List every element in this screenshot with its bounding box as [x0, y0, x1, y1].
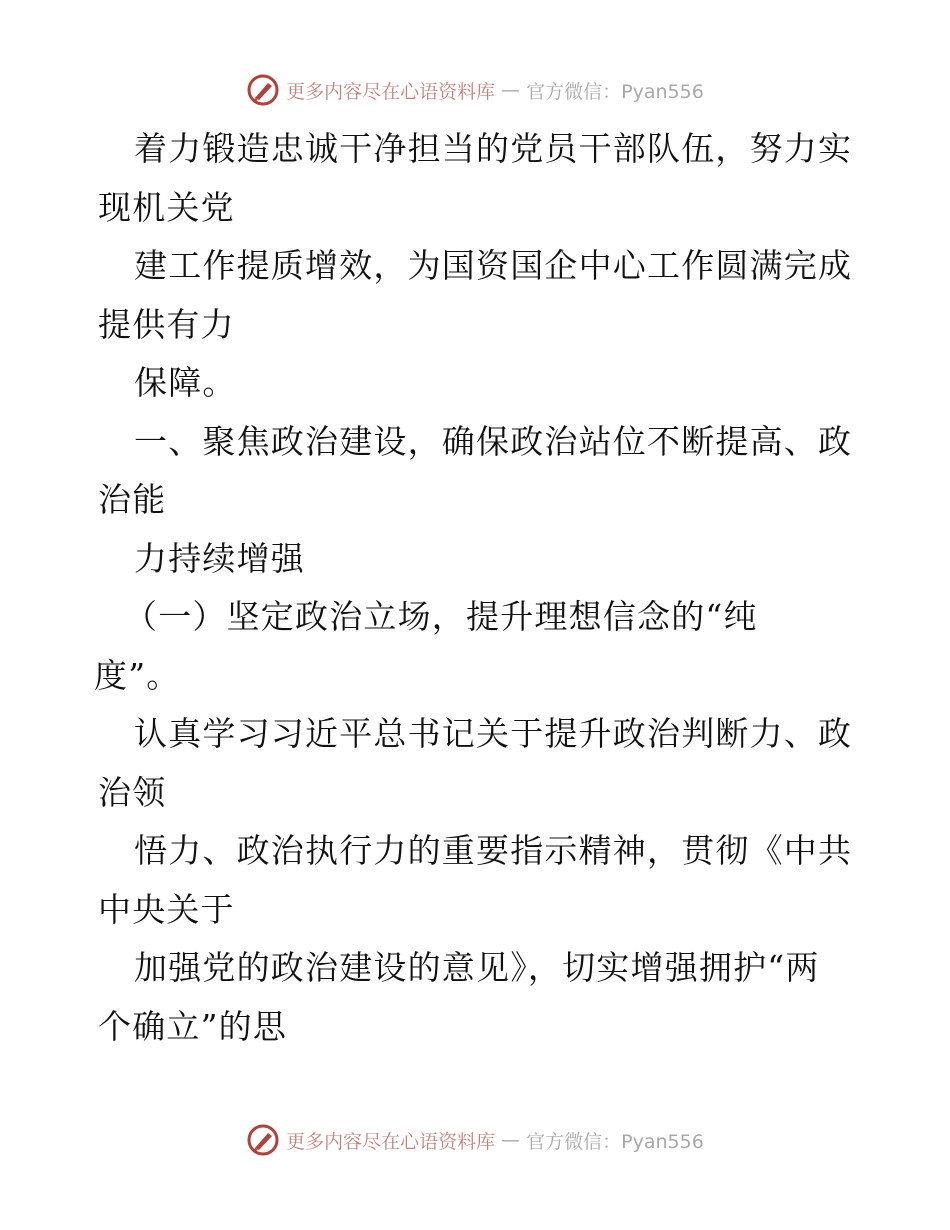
- section-heading: 治能: [98, 480, 167, 519]
- text-line: 认真学习习近平总书记关于提升政治判断力、政: [134, 714, 853, 753]
- watermark-text: 更多内容尽在心语资料库: [286, 80, 496, 103]
- footer-watermark: [0, 1120, 950, 1160]
- watermark-wechat: 官方微信：Pyan556: [526, 80, 704, 103]
- pen-logo-icon: [246, 1123, 280, 1157]
- watermark-separator: —: [501, 79, 521, 101]
- text-line: 悟力、政治执行力的重要指示精神，贯彻《中共: [134, 831, 853, 870]
- watermark-wechat: 官方微信：Pyan556: [526, 1130, 704, 1153]
- text-line: 中央关于: [98, 889, 235, 929]
- text-line: 着力锻造忠诚干净担当的党员干部队伍，努力实: [134, 129, 853, 168]
- watermark-text: 更多内容尽在心语资料库: [286, 1130, 496, 1153]
- watermark-separator: —: [501, 1129, 521, 1151]
- text-line: 治领: [98, 772, 167, 812]
- document-body: [94, 120, 858, 1056]
- pen-logo-icon: [246, 73, 280, 107]
- subsection-heading: （一）坚定政治立场，提升理想信念的“纯: [124, 597, 758, 636]
- text-line: 个确立”的思: [98, 1006, 288, 1046]
- text-line: 保障。: [134, 363, 237, 402]
- text-line: 提供有力: [98, 304, 235, 344]
- section-heading: 力持续增强: [134, 538, 305, 578]
- text-line: 建工作提质增效，为国资国企中心工作圆满完成: [134, 246, 853, 285]
- header-watermark: [0, 70, 950, 110]
- subsection-heading: 度”。: [94, 655, 181, 695]
- text-line: 现机关党: [98, 187, 235, 227]
- text-line: 加强党的政治建设的意见》，切实增强拥护“两: [134, 948, 820, 987]
- section-heading: 一、聚焦政治建设，确保政治站位不断提高、政: [134, 421, 853, 461]
